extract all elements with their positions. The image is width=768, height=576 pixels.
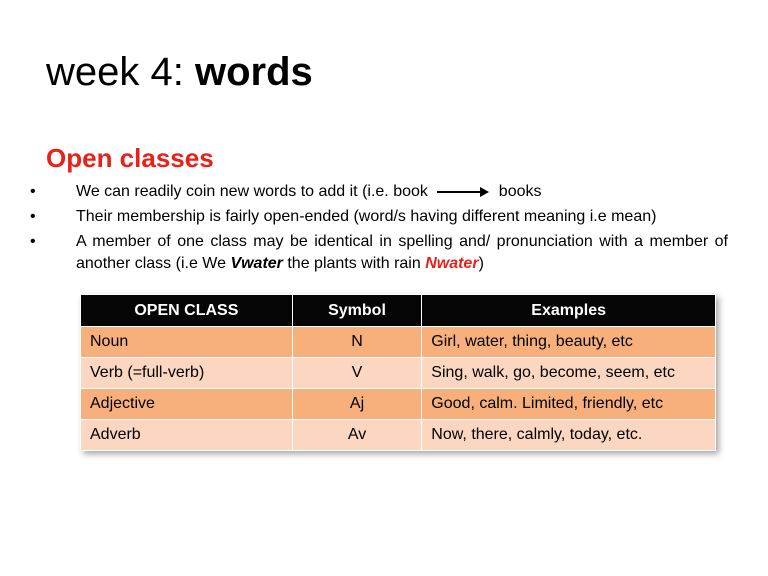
bullet-dot: • bbox=[30, 183, 36, 200]
cell-examples: Sing, walk, go, become, seem, etc bbox=[422, 358, 716, 389]
bullet-2-text: Their membership is fairly open-ended (word/s having different meaning i.e mean) bbox=[76, 208, 657, 225]
cell-examples: Now, there, calmly, today, etc. bbox=[422, 420, 716, 451]
table-row bbox=[81, 358, 716, 389]
bullet-dot: • bbox=[30, 208, 36, 225]
table-row bbox=[81, 420, 716, 451]
cell-symbol: Av bbox=[292, 420, 422, 451]
bullet-3-verb-example: Vwater bbox=[230, 255, 283, 272]
bullet-item-3 bbox=[30, 231, 728, 275]
cell-symbol: V bbox=[292, 358, 422, 389]
cell-symbol: Aj bbox=[292, 389, 422, 420]
title-prefix: week 4: bbox=[46, 50, 195, 94]
right-arrow-icon bbox=[436, 186, 490, 198]
bullet-item-2 bbox=[30, 206, 728, 228]
bullet-3-text-c: ) bbox=[478, 255, 484, 272]
bullet-3-text-a: A member of one class may be identical in spelling and/ pronunciation with a member of another class (i.e We bbox=[76, 233, 728, 272]
header-symbol: Symbol bbox=[292, 295, 422, 327]
cell-class: Adjective bbox=[81, 389, 293, 420]
bullet-item-1 bbox=[30, 181, 728, 203]
header-examples: Examples bbox=[422, 295, 716, 327]
bullet-list bbox=[30, 181, 728, 278]
open-class-table bbox=[80, 294, 716, 451]
bullet-3-text-b: the plants with rain bbox=[282, 255, 426, 272]
bullet-1-after: books bbox=[498, 183, 542, 200]
bullet-3-noun-example: Nwater bbox=[425, 255, 479, 272]
cell-examples: Girl, water, thing, beauty, etc bbox=[422, 327, 716, 358]
header-open-class: OPEN CLASS bbox=[81, 295, 293, 327]
cell-examples: Good, calm. Limited, friendly, etc bbox=[422, 389, 716, 420]
bullet-1-text: We can readily coin new words to add it (i.e. book bbox=[76, 183, 428, 200]
table-header-row bbox=[81, 295, 716, 327]
cell-class: Verb (=full-verb) bbox=[81, 358, 293, 389]
bullet-dot: • bbox=[30, 233, 36, 250]
cell-symbol: N bbox=[292, 327, 422, 358]
cell-class: Adverb bbox=[81, 420, 293, 451]
table-row bbox=[81, 327, 716, 358]
table-row bbox=[81, 389, 716, 420]
title-bold: words bbox=[194, 50, 313, 94]
cell-class: Noun bbox=[81, 327, 293, 358]
slide-title bbox=[46, 48, 313, 96]
section-heading: Open classes bbox=[46, 143, 214, 173]
